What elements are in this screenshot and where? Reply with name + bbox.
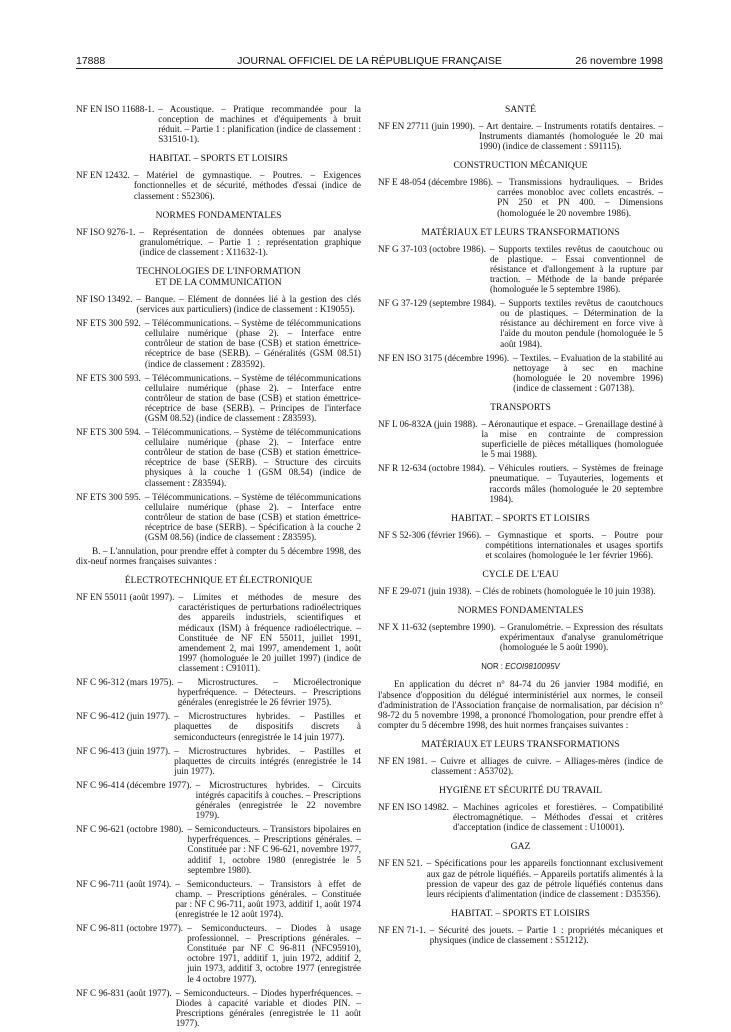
entry-list: [378, 858, 663, 898]
norm-code: NF ETS 300 594.: [76, 427, 141, 438]
norm-entry: [76, 104, 361, 144]
issue-date: 26 novembre 1998: [575, 55, 663, 67]
norm-description: – Art dentaire. – Instruments rotatifs dentaires. – Instruments diamantés (homologuée le 20 mai 1990) (indice de classement : S91115).: [478, 121, 663, 152]
section-heading: HABITAT. – SPORTS ET LOISIRS: [451, 907, 590, 919]
norm-entry: [76, 879, 361, 919]
norm-description: – Microstructures hybrides. – Circuits intégrés capacitifs à couches. – Prescriptions générales (enregistrée le 22 novembre 1979).: [195, 779, 361, 821]
norm-code: NF ETS 300 595.: [76, 491, 141, 502]
norm-description: – Télécommunications. – Système de télécommunications cellulaire numérique (phase 2). – Interface entre contrôleur de station de base (CSB) et station émettrice-réceptrice de base (SERB). – Généralités (GSM 08.51) (indice de classement : Z83592).: [144, 318, 361, 369]
norm-code: NF C 96-312 (mars 1975).: [76, 677, 174, 688]
norm-entry: [76, 227, 361, 257]
norm-entry: [378, 244, 663, 294]
norm-description: – Banque. – Elément de données lié à la gestion des clés (services aux particuliers) (indice de classement : K19055).: [136, 293, 361, 315]
entry-list: [76, 170, 361, 200]
norm-description: – Microstructures hybrides. – Pastilles et plaquettes de circuits intégrés (enregistrée le 14 juin 1977).: [174, 745, 361, 776]
norm-entry: [76, 780, 361, 820]
norm-description: – Textiles. – Evaluation de la stabilité au nettoyage à sec en machine (homologuée le 20 novembre 1996) (indice de classement : G07138).: [513, 352, 663, 393]
norm-entry: [76, 746, 361, 776]
norm-entry: [378, 586, 663, 596]
norm-entry: [76, 677, 361, 707]
section-heading: HABITAT. – SPORTS ET LOISIRS: [149, 153, 288, 165]
section-heading: NORMES FONDAMENTALES: [457, 605, 584, 617]
entry-list: [76, 294, 361, 542]
norm-code: NF ETS 300 593.: [76, 372, 141, 383]
section-heading: MATÉRIAUX ET LEURS TRANSFORMATIONS: [421, 738, 620, 750]
norm-description: – Véhicules routiers. – Systèmes de freinage pneumatique. – Tuyauteries, logements et raccords mâles (homologuée le 20 septembre 1984).: [489, 463, 663, 504]
norm-description: – Semiconducteurs. – Transistors à effet de champ. – Prescriptions générales. – Constituée par : NF C 96-711, août 1973, additif 1, août 1974 (enregistrée le 12 août 1974).: [175, 878, 361, 919]
norm-entry: [76, 294, 361, 314]
left-column: [76, 104, 361, 1032]
norm-code: NF EN ISO 3175 (décembre 1996).: [378, 352, 510, 363]
entry-list: [378, 802, 663, 832]
norm-entry: [378, 925, 663, 945]
norm-entry: [76, 492, 361, 542]
norm-code: NF EN 521.: [378, 858, 423, 869]
entry-list: [378, 925, 663, 945]
norm-entry: [378, 353, 663, 393]
entry-list: [76, 104, 361, 144]
section-heading: HABITAT. – SPORTS ET LOISIRS: [451, 512, 590, 524]
norm-description: – Semiconducteurs. – Diodes hyperfréquences. – Diodes à capacité variable et diodes PIN. – Prescriptions générales (enregistrée le 11 août 1977).: [175, 987, 361, 1028]
entry-list: [378, 244, 663, 393]
norm-description: – Supports textiles revêtus de caoutchoucs ou de plastiques. – Détermination de la résistance au déchirement en force vive à l'aide du mouton pendule (homologuée le 5 août 1984).: [500, 298, 663, 349]
section-heading: NORMES FONDAMENTALES: [155, 209, 282, 221]
norm-code: NF EN 27711 (juin 1990).: [378, 121, 475, 131]
norm-entry: [378, 419, 663, 459]
norm-code: NF C 96-621 (octobre 1980).: [76, 824, 184, 835]
norm-code: NF C 96-414 (décembre 1977).: [76, 779, 192, 790]
norm-description: – Semiconducteurs. – Diodes à usage professionnel. – Prescriptions générales. – Constituée par NF C 96-811 (NFC95910), octobre 1971, additif 1, juin 1972, additif 2, juin 1973, additif 3, octobre 1977 (enregistrée le 4 octobre 1977).: [187, 923, 361, 984]
norm-code: NF G 37-129 (septembre 1984).: [378, 298, 497, 309]
norm-description: – Limites et méthodes de mesure des caractéristiques de perturbations radioélectriques des appareils industriels, scientifiques et médicaux (ISM) à fréquence radioélectrique. – Constituée de NF EN 55011, juillet 1991, amendement 2, mai 1997, amendement 1, août 1997 (homologuée le 20 juillet 1997) (indice de classement : C91011).: [178, 592, 361, 673]
norm-entry: [76, 373, 361, 423]
norm-description: – Microstructures. – Microélectronique hyperfréquence. – Détecteurs. – Prescriptions générales (enregistrée le 26 février 1975).: [177, 677, 361, 708]
norm-entry: [378, 858, 663, 898]
norm-code: NF C 96-711 (août 1974).: [76, 878, 172, 889]
norm-entry: [76, 592, 361, 673]
norm-code: NF X 11-632 (septembre 1990).: [378, 622, 496, 633]
paragraph: B. – L'annulation, pour prendre effet à compter du 5 décembre 1998, des dix-neuf normes françaises suivantes :: [76, 546, 361, 567]
norm-description: – Représentation de données obtenues par analyse granulométrique. – Partie 1 : représentation graphique (indice de classement : X11632-1).: [139, 226, 361, 257]
norm-code: NF L 06-832A (juin 1988).: [378, 418, 478, 429]
section-heading: GAZ: [510, 841, 531, 853]
norm-code: NF EN 12432.: [76, 170, 130, 181]
norm-entry: [378, 121, 663, 151]
entry-list: [378, 530, 663, 560]
norm-entry: [378, 622, 663, 652]
paragraph: En application du décret n° 84-74 du 26 janvier 1984 modifié, en l'absence d'opposition du délégué interministériel aux normes, le conseil d'administration de l'Association française de normalisation, par décision n° 98-72 du 5 novembre 1998, a prononcé l'homologation, pour prendre effet à compter du 5 décembre 1998, des huit normes françaises suivantes :: [378, 679, 663, 730]
norm-code: NF ISO 9276-1.: [76, 226, 136, 237]
norm-description: – Cuivre et alliages de cuivre. – Alliages-mères (indice de classement : A53702).: [431, 755, 663, 777]
norm-description: – Spécifications pour les appareils fonctionnant exclusivement aux gaz de pétrole liquéfiés. – Appareils portatifs alimentés à la pression de vapeur des gaz de pétrole liquéfiés contenus dans leurs récipients d'alimentation (indice de classement : D35356).: [426, 858, 663, 899]
norm-entry: [76, 923, 361, 984]
section-heading: ÉLECTROTECHNIQUE ET ÉLECTRONIQUE: [124, 575, 313, 587]
norm-entry: [378, 177, 663, 217]
norm-description: – Télécommunications. – Système de télécommunications cellulaire numérique (phase 2). – Interface entre contrôleur de station de base (CSB) et station émettrice-réceptrice de base (SERB). – Principes de l'interface (GSM 08.52) (indice de classement : Z83593).: [144, 372, 361, 423]
page-number: 17888: [76, 55, 106, 67]
norm-description: – Aéronautique et espace. – Grenaillage destiné à la mise en contrainte de compression superficielle de pièces métalliques (homologuée le 5 mai 1988).: [481, 418, 663, 460]
entry-list: [378, 756, 663, 776]
norm-code: NF R 12-634 (octobre 1984).: [378, 463, 486, 474]
norm-entry: [76, 170, 361, 200]
norm-code: NF EN ISO 14982.: [378, 802, 449, 813]
norm-code: NF ETS 300 592.: [76, 318, 141, 329]
norm-code: NF EN 55011 (août 1997).: [76, 592, 175, 603]
section-heading: TRANSPORTS: [490, 401, 551, 413]
section-heading: CYCLE DE L'EAU: [482, 569, 559, 580]
norm-entry: [76, 427, 361, 488]
entry-list: [378, 121, 663, 151]
norm-description: – Matériel de gymnastique. – Poutres. – Exigences fonctionnelles et de sécurité, méthodes d'essai (indice de classement : S52306).: [133, 170, 361, 201]
norm-description: – Acoustique. – Pratique recommandée pour la conception de machines et d'équipements à bruit réduit. – Partie 1 : planification (indice de classement : S31510-1).: [158, 104, 361, 145]
norm-description: – Semiconducteurs. – Transistors bipolaires en hyperfréquences. – Prescriptions générales. – Constituée par : NF C 96-621, novembre 1977, additif 1, octobre 1980 (enregistrée le 5 septembre 1980).: [187, 824, 361, 875]
section-heading: HYGIÈNE ET SÉCURITÉ DU TRAVAIL: [439, 785, 602, 797]
norm-code: NF C 96-831 (août 1977).: [76, 987, 172, 998]
norm-code: NF EN 71-1.: [378, 924, 426, 935]
norm-code: NF E 48-054 (décembre 1986).: [378, 177, 494, 188]
nor-reference: [378, 662, 663, 672]
section-heading: CONSTRUCTION MÉCANIQUE: [453, 160, 588, 172]
page-header: [76, 52, 663, 69]
norm-code: NF EN ISO 11688-1.: [76, 104, 155, 114]
norm-entry: [378, 530, 663, 560]
norm-code: NF E 29-071 (juin 1938).: [378, 586, 472, 596]
norm-entry: [378, 802, 663, 832]
norm-code: NF S 52-306 (février 1966).: [378, 529, 482, 540]
norm-code: NF EN 1981.: [378, 755, 428, 766]
norm-description: – Granulométrie. – Expression des résultats expérimentaux d'analyse granulométrique (homologuée le 5 août 1990).: [499, 622, 663, 653]
norm-description: – Télécommunications. – Système de télécommunications cellulaire numérique (phase 2). – Interface entre contrôleur de station de base (CSB) et station émettrice-réceptrice de base (SERB). – Spécification à la couche 2 (GSM 08.56) (indice de classement : Z83595).: [144, 491, 361, 542]
norm-description: – Télécommunications. – Système de télécommunications cellulaire numérique (phase 2). – Interface entre contrôleur de station de base (CSB) et station émettrice-réceptrice de base (SERB). – Structure des circuits physiques à la couche 1 (GSM 08.54) (indice de classement : Z83594).: [144, 427, 361, 488]
norm-code: NF C 96-412 (juin 1977).: [76, 711, 171, 722]
entry-list: [76, 592, 361, 1028]
norm-code: NF G 37-103 (octobre 1986).: [378, 243, 486, 254]
entry-list: [76, 227, 361, 257]
norm-code: NF C 96-811 (octobre 1977).: [76, 923, 184, 934]
norm-entry: [378, 756, 663, 776]
norm-code: NF C 96-413 (juin 1977).: [76, 745, 171, 756]
norm-entry: [76, 824, 361, 874]
norm-description: – Gymnastique et sports. – Poutre pour compétitions internationales et usages sportifs et scolaires (homologuée le 1er février 1966).: [485, 529, 663, 560]
norm-description: – Transmissions hydrauliques. – Brides carrées monobloc avec collets encastrés. – PN 250 et PN 400. – Dimensions (homologuée le 20 novembre 1986).: [497, 177, 663, 218]
norm-entry: [76, 711, 361, 741]
norm-description: – Supports textiles revêtus de caoutchouc ou de plastique. – Essai conventionnel de résistance et d'allongement à la rupture par traction. – Méthode de la bande préparée (homologuée le 5 septembre 1986).: [489, 243, 663, 295]
norm-entry: [378, 298, 663, 348]
norm-entry: [76, 318, 361, 368]
entry-list: [378, 419, 663, 504]
entry-list: [378, 622, 663, 652]
journal-title: JOURNAL OFFICIEL DE LA RÉPUBLIQUE FRANÇAISE: [237, 55, 502, 67]
norm-description: – Sécurité des jouets. – Partie 1 : propriétés mécaniques et physiques (indice de classement : S51212).: [429, 924, 663, 945]
norm-entry: [76, 988, 361, 1028]
norm-description: – Microstructures hybrides. – Pastilles et plaquettes de dispositifs discrets à semiconducteurs (enregistrée le 14 juin 1977).: [174, 711, 361, 742]
right-column: [378, 104, 663, 949]
nor-code: ECOI9810095V: [505, 662, 560, 672]
section-heading: MATÉRIAUX ET LEURS TRANSFORMATIONS: [421, 226, 620, 238]
entry-list: [378, 586, 663, 596]
nor-label: NOR :: [481, 662, 503, 672]
section-heading: SANTÉ: [505, 104, 536, 115]
norm-code: NF ISO 13492.: [76, 293, 133, 304]
norm-description: – Clés de robinets (homologuée le 10 juin 1938).: [475, 586, 656, 596]
norm-entry: [378, 463, 663, 503]
section-heading: TECHNOLOGIES DE L'INFORMATION ET DE LA COMMUNICATION: [136, 265, 301, 288]
entry-list: [378, 177, 663, 217]
norm-description: – Machines agricoles et forestières. – Compatibilité électromagnétique. – Méthodes d'essai et critères d'acceptation (indice de classement : U10001).: [452, 802, 663, 833]
